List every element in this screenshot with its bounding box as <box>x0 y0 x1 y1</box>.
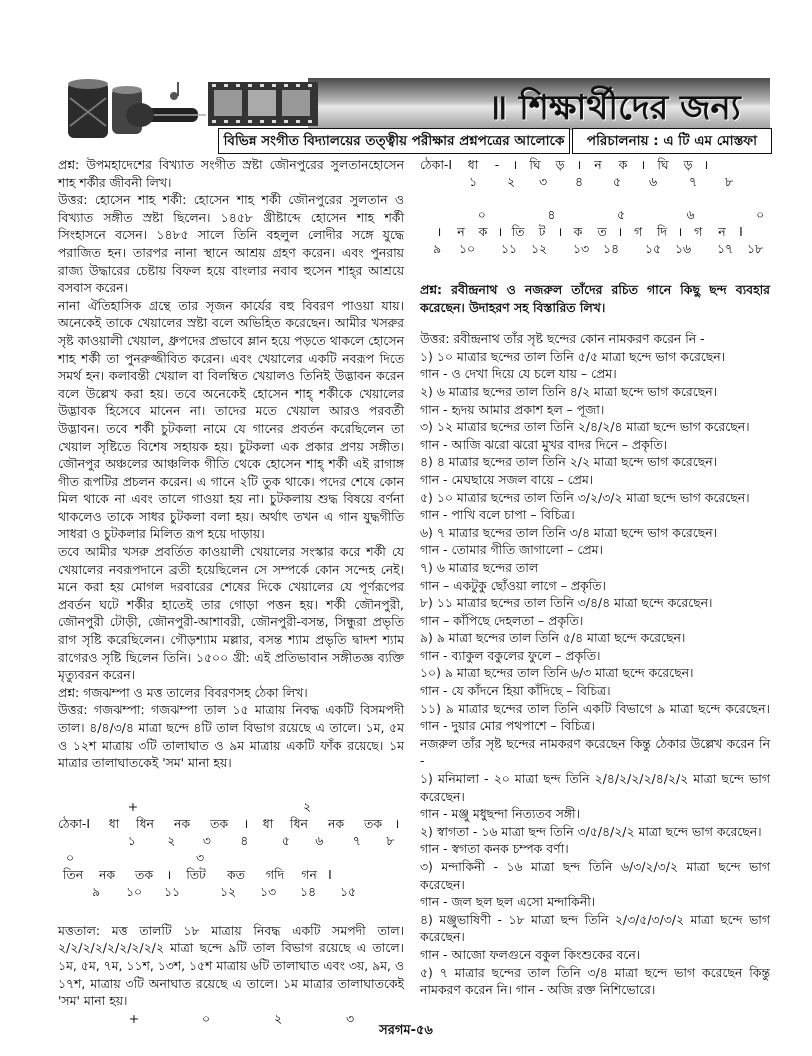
theka-bol: নক <box>173 815 191 831</box>
theka-bol: তি <box>511 224 525 239</box>
theka-bol: ধিন <box>136 815 154 831</box>
matra-number: ৩ <box>202 832 211 848</box>
answer-4-line: ৫) ১০ মাত্রার ছন্দের তাল তিনি ৩/২/৩/২ মাত্রা ছন্দে ভাগ করেছেন। <box>420 489 750 505</box>
matra-number: ১৭ <box>716 241 734 256</box>
matta-bols-row-2 <box>420 223 770 240</box>
theka-divider: । <box>497 224 503 239</box>
theka-mark: + <box>127 798 139 814</box>
matra-number: ২ <box>167 832 176 848</box>
answer-4-line: গান - আজো ফলগুনে বকুল কিংশুকের বনে। <box>420 946 641 962</box>
answer-2: উত্তর: গজঝম্পা: গজঝম্পা তাল ১৫ মাত্রায় নিবদ্ধ একটি বিসমপদী তাল। ৪/৪/৩/৪ মাত্রা ছন্দে ৪টি তাল বিভাগ রয়েছে এ তালে। ১ম, ৫ম ও ১২শ মাত্রায় ৩টি তালাঘাত ও ৯ম মাত্রায় একটি ফাঁক রয়েছে। ১ম মাত্রার তালাঘাতকেই 'সম' মানা হয়। <box>58 702 404 771</box>
matra-number: ৬ <box>648 174 658 189</box>
answer-4-line: উত্তর: রবীন্দ্রনাথ তাঁর সৃষ্ট ছন্দের কোন নামকরণ করেন নি - <box>420 331 705 347</box>
matra-number: ১৩ <box>572 241 590 256</box>
theka-bol: তক <box>364 815 382 831</box>
matra-number: ৫ <box>612 174 622 189</box>
matra-number: ১৮ <box>746 241 764 256</box>
theka-bol: তিন <box>62 866 84 882</box>
theka-bol: ধা <box>108 815 120 831</box>
theka-mark: ০ <box>201 1010 211 1026</box>
question-2: প্রশ্ন: গজঝম্পা ও মত্ত তালের বিবরণসহ ঠেকা লিখ। <box>58 684 308 700</box>
theka-mark: ০ <box>65 849 75 865</box>
answer-1: উত্তর: হোসেন শাহ শর্কী: হোসেন শাহ শর্কী জৌনপুরের সুলতান ও বিখ্যাত সঙ্গীত স্রষ্টা ছিলেন। ১৪৫৮ খ্রীষ্টাব্দে হোসেন শাহ শর্কী সিংহাসনে বসেন। ১৪৮৫ সালে তিনি বহলুল লোদীর সঙ্গে যুদ্ধে পরাজিত হন। তারপর নানা স্থানে আশ্রয় গ্রহণ করেন। এবং পুনরায় রাজ্য উদ্ধারের চেষ্টায় বিফল হয়ে বাংলার নবাব হুসেন শাহ্‌র আশ্রয়ে বসবাস করেন। <box>58 192 404 296</box>
matra-number: ৩ <box>538 174 548 189</box>
matra-number: ৮ <box>724 174 734 189</box>
guitar-icon <box>126 103 206 127</box>
answer-3: মত্ততাল: মত্ত তালটি ১৮ মাত্রায় নিবদ্ধ একটি সমপদী তাল। ২/২/২/২/২/২/২/২/২ মাত্রা ছন্দে ৯টি তাল বিভাগ রয়েছে এ তালে। ১ম, ৫ম, ৭ম, ১১শ, ১৩শ, ১৫শ মাত্রায় ৬টি তালাঘাত এবং ৩য়, ৯ম, ও ১৭শ, মাত্রায় ৩টি অনাঘাত রয়েছে এ তালে। ১ম মাত্রার তালাঘাতকেই 'সম' মানা হয়। <box>58 922 404 1009</box>
theka-bol: নক <box>327 815 345 831</box>
matra-number: ৭ <box>688 174 698 189</box>
answer-4-line: ৩) মন্দাকিনী - ১৬ মাত্রা ছন্দ তিনি ৬/৩/২/৩/২ মাত্রা ছন্দে ভাগ করেছেন। <box>420 859 770 892</box>
answer-4-line: ১১) ৯ মাত্রার ছন্দের তাল তিনি একটি বিভাগে ৯ মাত্রা ছন্দে করেছেন। গান - দুয়ার মোর পথপাশে – বিচিত্র। <box>420 700 770 734</box>
question-1: প্রশ্ন: উপমহাদেশের বিখ্যাত সংগীত স্রষ্টা জৌনপুরের সুলতানহোসেন শাহ শর্কীর জীবনী লিখ। <box>58 157 404 190</box>
theka-numbers-row <box>58 832 404 849</box>
theka-bol: ধা <box>467 157 479 172</box>
theka-marks-row <box>58 798 404 815</box>
theka-bol: তক <box>210 815 228 831</box>
theka-bol: ঘি <box>657 157 669 172</box>
answer-4-line: ৪) মঞ্জুভাষিণী - ১৮ মাত্রা ছন্দ তিনি ২/৩/৫/৩/৩/২ মাত্রা ছন্দে ভাগ করেছেন। <box>420 911 770 945</box>
matta-marks-row-2 <box>420 206 770 223</box>
answer-4-line: গান - মঞ্জু মধুছন্দা নিত্যতব সঙ্গী। <box>420 806 581 822</box>
theka-mark: + <box>128 1010 140 1026</box>
answer-4-line: ৮) ১১ মাত্রার ছন্দের তাল তিনি ৩/৪/৪ মাত্রা ছন্দে করেছেন। <box>420 595 713 611</box>
theka-bol: ক <box>478 224 488 239</box>
answer-4-line: গান - ব্যাকুল বকুলের ফুলে – প্রকৃতি। <box>420 647 601 663</box>
theka-divider: । <box>436 224 442 239</box>
matra-number: ৯ <box>432 241 442 256</box>
theka-bol: ক <box>618 157 628 172</box>
theka-bol: ন <box>718 224 726 239</box>
matta-numbers-row <box>420 173 770 190</box>
answer-4-line: ৭) ৬ মাত্রার ছন্দের তাল <box>420 559 539 575</box>
answer-4-line: ১) মনিমালা - ২০ মাত্রা ছন্দ তিনি ২/৪/২/২/২/৪/২/২ মাত্রা ছন্দে ভাগ করেছেন। <box>420 771 770 804</box>
theka-mark: ৫ <box>616 207 625 222</box>
theka-bol: ঘি <box>529 157 541 172</box>
theka-bol: ট <box>538 224 546 239</box>
theka-divider: । <box>557 224 563 239</box>
answer-4-line: গান - জল ছল ছল এসো মন্দাকিনী। <box>420 894 596 910</box>
matra-number: ৬ <box>315 832 324 848</box>
theka-bol: তিট <box>186 866 206 882</box>
answer-4-line: ৬) ৭ মাত্রার ছন্দের তাল তিনি ৩/৪ মাত্রা ছন্দে ভাগ করেছেন। <box>420 524 718 540</box>
theka-bol: ধিন <box>290 815 308 831</box>
matra-number: ৮ <box>386 832 395 848</box>
answer-4-line: ২) স্বাগতা - ১৬ মাত্রা ছন্দ তিনি ৩/৫/৪/২/২ মাত্রা ছন্দে ভাগ করেছেন। <box>420 823 762 839</box>
matra-number: ৫ <box>281 832 290 848</box>
matra-number: ১৩ <box>259 883 277 899</box>
answer-4-line: গান - হৃদয় আমার প্রকাশ হল – পূজা। <box>420 401 605 417</box>
matra-number: ৪ <box>574 174 584 189</box>
theka-divider: । <box>640 157 646 172</box>
theka-bol: নক <box>98 866 116 882</box>
theka-divider: । <box>512 157 518 172</box>
theka-bol: - <box>494 157 500 172</box>
theka-bol: ড় <box>555 157 565 172</box>
theka-divider: । <box>617 224 623 239</box>
matra-number: ৪ <box>240 832 249 848</box>
theka-bol: কত <box>227 866 245 882</box>
answer-4-line: গান - পাখি বলে চাপা – বিচিত্র। <box>420 507 575 523</box>
matra-number: ১২ <box>219 883 237 899</box>
theka-mark: ৩ <box>345 1010 355 1026</box>
paragraph-2: নানা ঐতিহাসিক গ্রন্থে তার সৃজন কার্যের বহু বিবরণ পাওয়া যায়। অনেকেই তাকে খেয়ালের স্রষ্টা বলে অভিহিত করেছেন। আমীর খসরুর সৃষ্ট কাওয়ালী খেয়াল, ধ্রুপদের প্রভাবে ম্লান হয়ে পড়তে থাকলে হোসেন শাহ শর্কী তা পুনরুজ্জীবিত করেন। এবং খেয়ালের একটি নবরূপ দিতে সমর্থ হন। কলাবন্তী খেয়াল বা বিলম্বিত খেয়ালও তিনিই উদ্ভাবন করেন বলে উল্লেখ করা হয়। তবে অনেকেই হোসেন শাহ্‌ শর্কীকে খেয়ালের উদ্ভাবক হিসেবে মানেন না। তাদের মতে খেয়াল আরও পরবর্তী উদ্ভাবন। তবে শর্কী চুটকলা নামে যে গানের প্রবর্তন করেছিলেন তা খেয়াল সৃষ্টিতে বিশেষ সহায়ক হয়। চুটকলা এক প্রকার প্রণয় সঙ্গীত। জৌনপুর অঞ্চলের আঞ্চলিক গীতি থেকে হোসেন শাহ্‌ শর্কী এই রাগাঙ্গ গীত রূপটির প্রচলন করেন। এ গানে ২টি তুক থাকে। পদের শেষে কোন মিল থাকে না এবং তালে গাওয়া হয় না। চুটকলায় শুদ্ধ বিষয়ে বর্ণনা থাকলেও তাকে সাধর চুটকলা বলা হয়। অর্থাৎ তখন এ গান যুদ্ধগীতি সাধরা ও চুটকলার মিলিত রূপ হয়ে দাড়ায়। <box>58 297 404 542</box>
theka-divider: I <box>328 866 332 882</box>
header-banner <box>58 78 770 134</box>
theka-divider: I <box>739 224 743 239</box>
theka-bol: গ <box>693 224 703 239</box>
page-title: ॥ শিক্ষার্থীদের জন্য <box>488 88 741 128</box>
theka-mark: ০ <box>756 207 765 222</box>
answer-4-line: ২) ৬ মাত্রার ছন্দের তাল তিনি ৪/২ মাত্রা ছন্দে ভাগ করেছেন। <box>420 383 718 399</box>
answer-4-line: গান - যে কাঁদনে হিয়া কাঁদিছে – বিচিত্র। <box>420 683 611 699</box>
theka-mark: ৩ <box>195 849 205 865</box>
matta-bols-row <box>420 156 770 173</box>
theka-marks-row-2 <box>58 849 404 866</box>
matra-number: ১৫ <box>644 241 662 256</box>
answer-4-line: ৫) ৭ মাত্রার ছন্দের তাল তিনি ৩/৪ মাত্রা ছন্দে ভাগ করেছেন কিন্তু নামকরণ করেন নি। গান - অজি রক্ত নিশিভোরে। <box>420 964 770 998</box>
gajajhampa-theka <box>58 798 404 900</box>
film-strip-icon <box>208 82 318 126</box>
theka-divider: । <box>703 157 709 172</box>
answer-4-line: গান - তোমার গীতি জাগালো – প্রেম। <box>420 542 603 558</box>
theka-mark: ৪ <box>547 207 556 222</box>
theka-bol: গন <box>301 866 317 882</box>
theka-bol: তক <box>135 866 153 882</box>
theka-bol: ধা <box>262 815 274 831</box>
answer-4-line: গান – একটুকু ছোঁওয়া লাগে – প্রকৃতি। <box>420 577 606 593</box>
answer-4-line: গান - মেঘছায়ে সজল বায়ে – প্রেম। <box>420 471 594 487</box>
answer-4-line: গান - স্বগতা কনক চম্পক বর্ণা। <box>420 841 569 857</box>
theka-mark: ০ <box>477 207 486 222</box>
matta-theka <box>420 156 770 257</box>
matra-number: ১৪ <box>602 241 620 256</box>
theka-numbers-row-2 <box>58 883 404 900</box>
theka-bol: ন <box>457 224 465 239</box>
matra-number: ১০ <box>125 883 143 899</box>
paragraph-3: তবে আমীর খসরু প্রবর্তিত কাওয়ালী খেয়ালের সংস্কার করে শর্কী যে খেয়ালের নবরূপদানে ব্রতী হয়েছিলেন সে সম্পর্কে কোন সন্দেহ নেই। মনে করা হয় মোগল দরবারের শেষের দিকে খেয়ালের যে পূর্ণরূপের প্রবর্তন ঘটে শর্কীর হাতেই তার গোড়া পত্তন হয়। শর্কী জৌনপুরী, জৌনপুরী টোড়ী, জৌনপুরী-আশাবরী, জৌনপুরী-বসন্ত, সিন্ধুরা প্রভৃতি রাগ সৃষ্টি করেছিলেন। গৌড়শ্যাম মল্লার, বসন্ত শ্যাম প্রভৃতি দ্বাদশ শ্যাম রাগেরও সৃষ্টি ছিলেন তিনি। ১৫০০ খ্রী: এই প্রতিভাবান সঙ্গীতজ্ঞ ব্যক্তি মৃত্যুবরন করেন। <box>58 544 404 683</box>
matra-number: ১১ <box>163 883 181 899</box>
theka-bol: দি <box>656 224 668 239</box>
matra-number: ১ <box>468 174 478 189</box>
theka-mark: ২ <box>273 1010 283 1026</box>
theka-mark: ২ <box>302 798 312 814</box>
theka-bols-row-2 <box>58 866 404 883</box>
answer-4-line: গান – কাঁপিছে দেহলতা – প্রকৃতি। <box>420 612 584 628</box>
theka-divider: । <box>576 157 582 172</box>
answer-4-line: ৪) ৪ মাত্রার ছন্দের তাল তিনি ২/২ মাত্রা ছন্দে ভাগ করেছেন। <box>420 454 718 470</box>
theka-bols-row <box>58 815 404 832</box>
editor-credit: পরিচালনায় : এ টি এম মোস্তফা <box>572 128 772 154</box>
theka-bol: ড় <box>683 157 693 172</box>
theka-bol: গ <box>633 224 643 239</box>
matta-numbers-row-2 <box>420 240 770 257</box>
theka-bol: ন <box>594 157 602 172</box>
left-column <box>58 156 404 1027</box>
matra-number: ১০ <box>458 241 476 256</box>
matra-number: ১৫ <box>339 883 357 899</box>
theka-mark: ৬ <box>686 207 695 222</box>
matra-number: ১ <box>127 832 136 848</box>
answer-4-line: ১০) ৯ মাত্রা ছন্দের তাল তিনি ৬/৩ মাত্রা ছন্দে করেছেন। <box>420 665 694 681</box>
theka-divider: । <box>243 815 249 831</box>
answer-4-line: নজরুল তাঁর সৃষ্ট ছন্দের নামকরণ করেছেন কিন্তু ঠেকার উল্লেখ করেন নি - <box>420 735 770 769</box>
theka-label: ঠেকা-I <box>420 157 453 172</box>
theka-bol: গদি <box>265 866 285 882</box>
page-number: সরগম-৫৬ <box>379 1023 433 1038</box>
theka-divider: । <box>677 224 683 239</box>
matra-number: ১২ <box>530 241 548 256</box>
matra-number: ৭ <box>352 832 361 848</box>
theka-label: ঠেকা-I <box>58 815 91 831</box>
matra-number: ৯ <box>91 883 101 899</box>
right-column <box>420 156 770 999</box>
question-3: প্রশ্ন: রবীন্দ্রনাথ ও নজরুল তাঁদের রচিত গানে কিছু ছন্দ ব্যবহার করেছেন। উদাহরণ সহ বিস্তারিত লিখ। <box>420 282 770 315</box>
matra-number: ১৬ <box>674 241 692 256</box>
theka-divider: । <box>394 815 400 831</box>
answer-4-line: ৯) ৯ মাত্রা ছন্দের তাল তিনি ৫/৪ মাত্রা ছন্দে করেছেন। <box>420 630 686 646</box>
theka-divider: । <box>166 866 172 882</box>
theka-bol: ক <box>573 224 583 239</box>
answer-4-line: ৩) ১২ মাত্রার ছন্দের তাল তিনি ২/৪/২/৪ মাত্রা ছন্দে ভাগ করেছেন। <box>420 419 750 435</box>
matra-number: ২ <box>506 174 516 189</box>
answer-4-line: ১) ১০ মাত্রার ছন্দের তাল তিনি ৫/৫ মাত্রা ছন্দে ভাগ করেছেন। <box>420 348 726 364</box>
answer-4-line: গান - ও দেখা দিয়ে যে চলে যায় – প্রেম। <box>420 366 617 382</box>
subtitle-box: বিভিন্ন সংগীত বিদ্যালয়ের তত্ত্বীয় পরীক্ষার প্রশ্নপত্রের আলোকে <box>218 128 570 154</box>
music-notes-icon <box>170 82 179 100</box>
theka-bol: ত <box>597 224 607 239</box>
answer-4-line: গান - আজি ঝরো ঝরো মুখর বাদর দিনে – প্রকৃতি। <box>420 436 668 452</box>
answer-4 <box>420 330 770 999</box>
matra-number: ১১ <box>500 241 518 256</box>
matra-number: ১৪ <box>299 883 317 899</box>
